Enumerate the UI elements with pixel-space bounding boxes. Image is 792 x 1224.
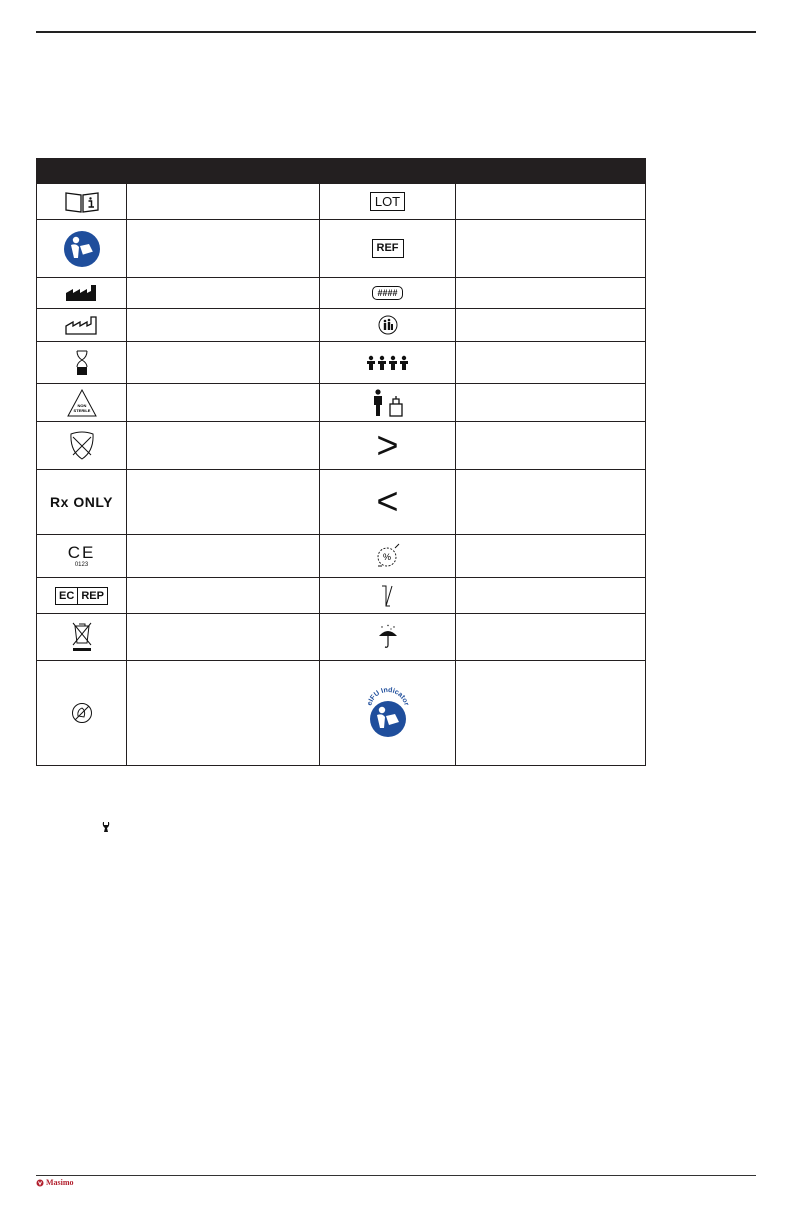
symbol-cell bbox=[37, 384, 127, 422]
masimo-logo-icon bbox=[36, 1179, 44, 1187]
symbol-cell bbox=[37, 422, 127, 470]
description-cell bbox=[127, 661, 320, 766]
manufacturer-icon bbox=[65, 284, 99, 302]
table-row bbox=[37, 384, 646, 422]
follow-instructions-icon bbox=[63, 230, 101, 268]
description-cell bbox=[456, 578, 646, 614]
header-cell-symbol-right bbox=[320, 159, 456, 184]
table-row bbox=[37, 661, 646, 766]
description-cell bbox=[456, 342, 646, 384]
symbol-cell bbox=[320, 220, 456, 278]
table-row bbox=[37, 470, 646, 535]
svg-text:STERILE: STERILE bbox=[73, 407, 90, 413]
description-cell bbox=[456, 535, 646, 578]
description-cell bbox=[456, 278, 646, 309]
description-cell bbox=[456, 614, 646, 661]
ec-rep-ec: EC bbox=[59, 589, 75, 602]
svg-text:eIFU Indicator: eIFU Indicator bbox=[365, 687, 410, 707]
symbol-cell bbox=[320, 184, 456, 220]
symbol-cell bbox=[320, 422, 456, 470]
humidity-limitation-icon bbox=[373, 542, 403, 570]
not-made-with-latex-icon bbox=[68, 431, 96, 461]
description-cell bbox=[127, 220, 320, 278]
description-cell bbox=[127, 309, 320, 342]
description-cell bbox=[127, 422, 320, 470]
use-by-icon bbox=[75, 350, 89, 376]
description-cell bbox=[456, 384, 646, 422]
description-cell bbox=[456, 184, 646, 220]
consult-ifu-icon bbox=[64, 190, 100, 214]
model-number-icon: #### bbox=[372, 286, 402, 300]
greater-than-icon: > bbox=[376, 424, 399, 467]
table-header-row bbox=[37, 159, 646, 184]
table-row bbox=[37, 342, 646, 384]
rx-only-icon: Rx ONLY bbox=[50, 494, 113, 510]
table-row bbox=[37, 422, 646, 470]
symbol-cell bbox=[37, 470, 127, 535]
table-row bbox=[37, 535, 646, 578]
symbol-cell bbox=[37, 309, 127, 342]
table-row bbox=[37, 184, 646, 220]
lot-number-icon: LOT bbox=[370, 192, 405, 211]
body-weight-icon bbox=[370, 389, 406, 417]
description-cell bbox=[127, 535, 320, 578]
notified-body-number: 0123 bbox=[74, 562, 89, 568]
description-cell bbox=[127, 342, 320, 384]
description-cell bbox=[127, 384, 320, 422]
ec-rep-rep: REP bbox=[77, 588, 107, 604]
symbol-cell bbox=[320, 470, 456, 535]
description-cell bbox=[127, 614, 320, 661]
non-sterile-icon bbox=[67, 389, 97, 417]
table-row bbox=[37, 578, 646, 614]
wrench-icon bbox=[101, 821, 111, 833]
non-pyrogenic-icon bbox=[71, 702, 93, 724]
description-cell bbox=[127, 578, 320, 614]
temperature-limitation-icon bbox=[380, 584, 396, 608]
symbol-cell bbox=[37, 578, 127, 614]
svg-text:NON: NON bbox=[77, 402, 86, 408]
keep-dry-icon bbox=[377, 624, 399, 650]
bottom-rule bbox=[36, 1175, 756, 1176]
less-than-icon: < bbox=[376, 481, 399, 523]
symbol-cell bbox=[37, 614, 127, 661]
description-cell bbox=[456, 422, 646, 470]
ce-mark-icon: CE 0123 bbox=[67, 543, 96, 568]
description-cell bbox=[456, 309, 646, 342]
description-cell bbox=[456, 661, 646, 766]
symbol-cell bbox=[37, 278, 127, 309]
table-row bbox=[37, 220, 646, 278]
symbol-cell bbox=[320, 278, 456, 309]
symbol-cell bbox=[320, 309, 456, 342]
symbol-cell bbox=[320, 384, 456, 422]
table-row bbox=[37, 278, 646, 309]
description-cell bbox=[127, 470, 320, 535]
symbol-cell bbox=[320, 535, 456, 578]
symbol-cell bbox=[37, 184, 127, 220]
symbol-cell bbox=[37, 342, 127, 384]
ec-rep-icon bbox=[55, 587, 108, 605]
symbol-cell bbox=[320, 578, 456, 614]
description-cell bbox=[127, 184, 320, 220]
symbol-cell bbox=[320, 614, 456, 661]
brand-logo bbox=[36, 1178, 74, 1187]
svg-text:%: % bbox=[382, 552, 391, 562]
header-cell-description-right bbox=[456, 159, 646, 184]
description-cell bbox=[456, 470, 646, 535]
symbol-cell bbox=[37, 220, 127, 278]
multiple-patient-use-icon bbox=[378, 315, 398, 335]
quantity-icon bbox=[366, 355, 410, 371]
description-cell bbox=[456, 220, 646, 278]
description-cell bbox=[127, 278, 320, 309]
symbol-cell bbox=[320, 342, 456, 384]
symbol-cell bbox=[37, 661, 127, 766]
symbols-table bbox=[36, 158, 646, 766]
catalog-number-icon: REF bbox=[372, 239, 404, 258]
date-of-manufacture-icon bbox=[65, 315, 99, 335]
header-cell-symbol-left bbox=[37, 159, 127, 184]
brand-name: Masimo bbox=[46, 1178, 74, 1187]
efu-indicator-icon bbox=[363, 687, 413, 739]
top-rule bbox=[36, 31, 756, 33]
table-row bbox=[37, 614, 646, 661]
weee-disposal-icon bbox=[70, 621, 94, 653]
symbol-cell bbox=[320, 661, 456, 766]
table-row bbox=[37, 309, 646, 342]
header-cell-description-left bbox=[127, 159, 320, 184]
symbol-cell bbox=[37, 535, 127, 578]
